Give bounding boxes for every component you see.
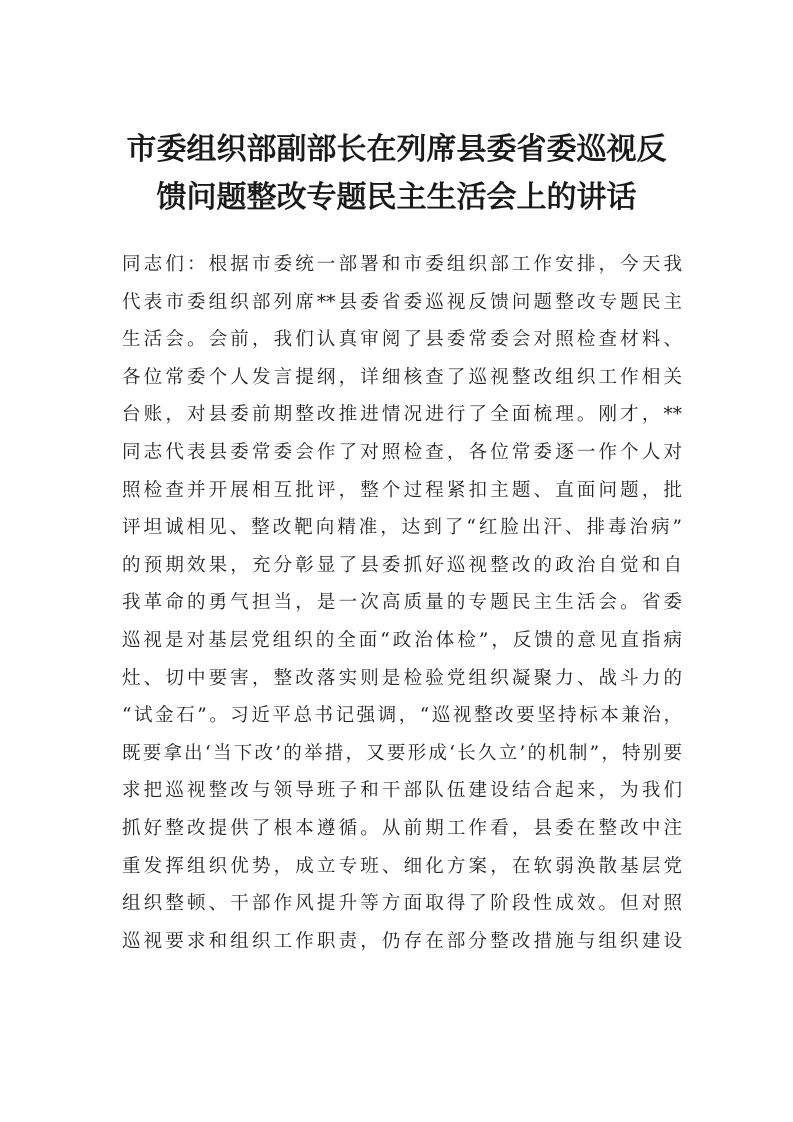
body-line-9: 的预期效果，充分彰显了县委抓好巡视整改的政治自觉和自 xyxy=(122,554,682,576)
title-line-1: 市委组织部副部长在列席县委省委巡视反 xyxy=(126,132,667,167)
document-body xyxy=(122,246,682,960)
body-line-7: 照检查并开展相互批评，整个过程紧扣主题、直面问题，批 xyxy=(122,479,682,501)
document-title xyxy=(0,126,793,222)
body-line-11: 巡视是对基层党组织的全面“政治体检”，反馈的意见直指病 xyxy=(122,629,682,651)
body-line-15: 求把巡视整改与领导班子和干部队伍建设结合起来，为我们 xyxy=(122,780,682,802)
body-line-4: 各位常委个人发言提纲，详细核查了巡视整改组织工作相关 xyxy=(122,366,682,388)
body-line-17: 重发挥组织优势，成立专班、细化方案，在软弱涣散基层党 xyxy=(122,855,682,877)
body-line-14: 既要拿出‘当下改’的举措，又要形成‘长久立’的机制”，特别要 xyxy=(122,742,682,764)
body-line-6: 同志代表县委常委会作了对照检查，各位常委逐一作个人对 xyxy=(122,441,682,463)
body-line-12: 灶、切中要害，整改落实则是检验党组织凝聚力、战斗力的 xyxy=(122,667,682,689)
body-line-10: 我革命的勇气担当，是一次高质量的专题民主生活会。省委 xyxy=(122,592,682,614)
body-line-1: 同志们：根据市委统一部署和市委组织部工作安排，今天我 xyxy=(122,254,682,275)
title-line-2: 馈问题整改专题民主生活会上的讲话 xyxy=(156,180,637,215)
body-line-13: “试金石”。习近平总书记强调，“巡视整改要坚持标本兼治， xyxy=(122,705,682,727)
body-line-2: 代表市委组织部列席**县委省委巡视反馈问题整改专题民主 xyxy=(122,291,682,313)
body-line-8: 评坦诚相见、整改靶向精准，达到了“红脸出汗、排毒治病” xyxy=(122,517,682,539)
body-line-16: 抓好整改提供了根本遵循。从前期工作看，县委在整改中注 xyxy=(122,817,682,839)
body-line-18: 组织整顿、干部作风提升等方面取得了阶段性成效。但对照 xyxy=(122,893,682,915)
body-line-5: 台账，对县委前期整改推进情况进行了全面梳理。刚才，** xyxy=(122,404,682,426)
body-line-19: 巡视要求和组织工作职责，仍存在部分整改措施与组织建设 xyxy=(122,930,682,952)
body-line-3: 生活会。会前，我们认真审阅了县委常委会对照检查材料、 xyxy=(122,329,682,351)
